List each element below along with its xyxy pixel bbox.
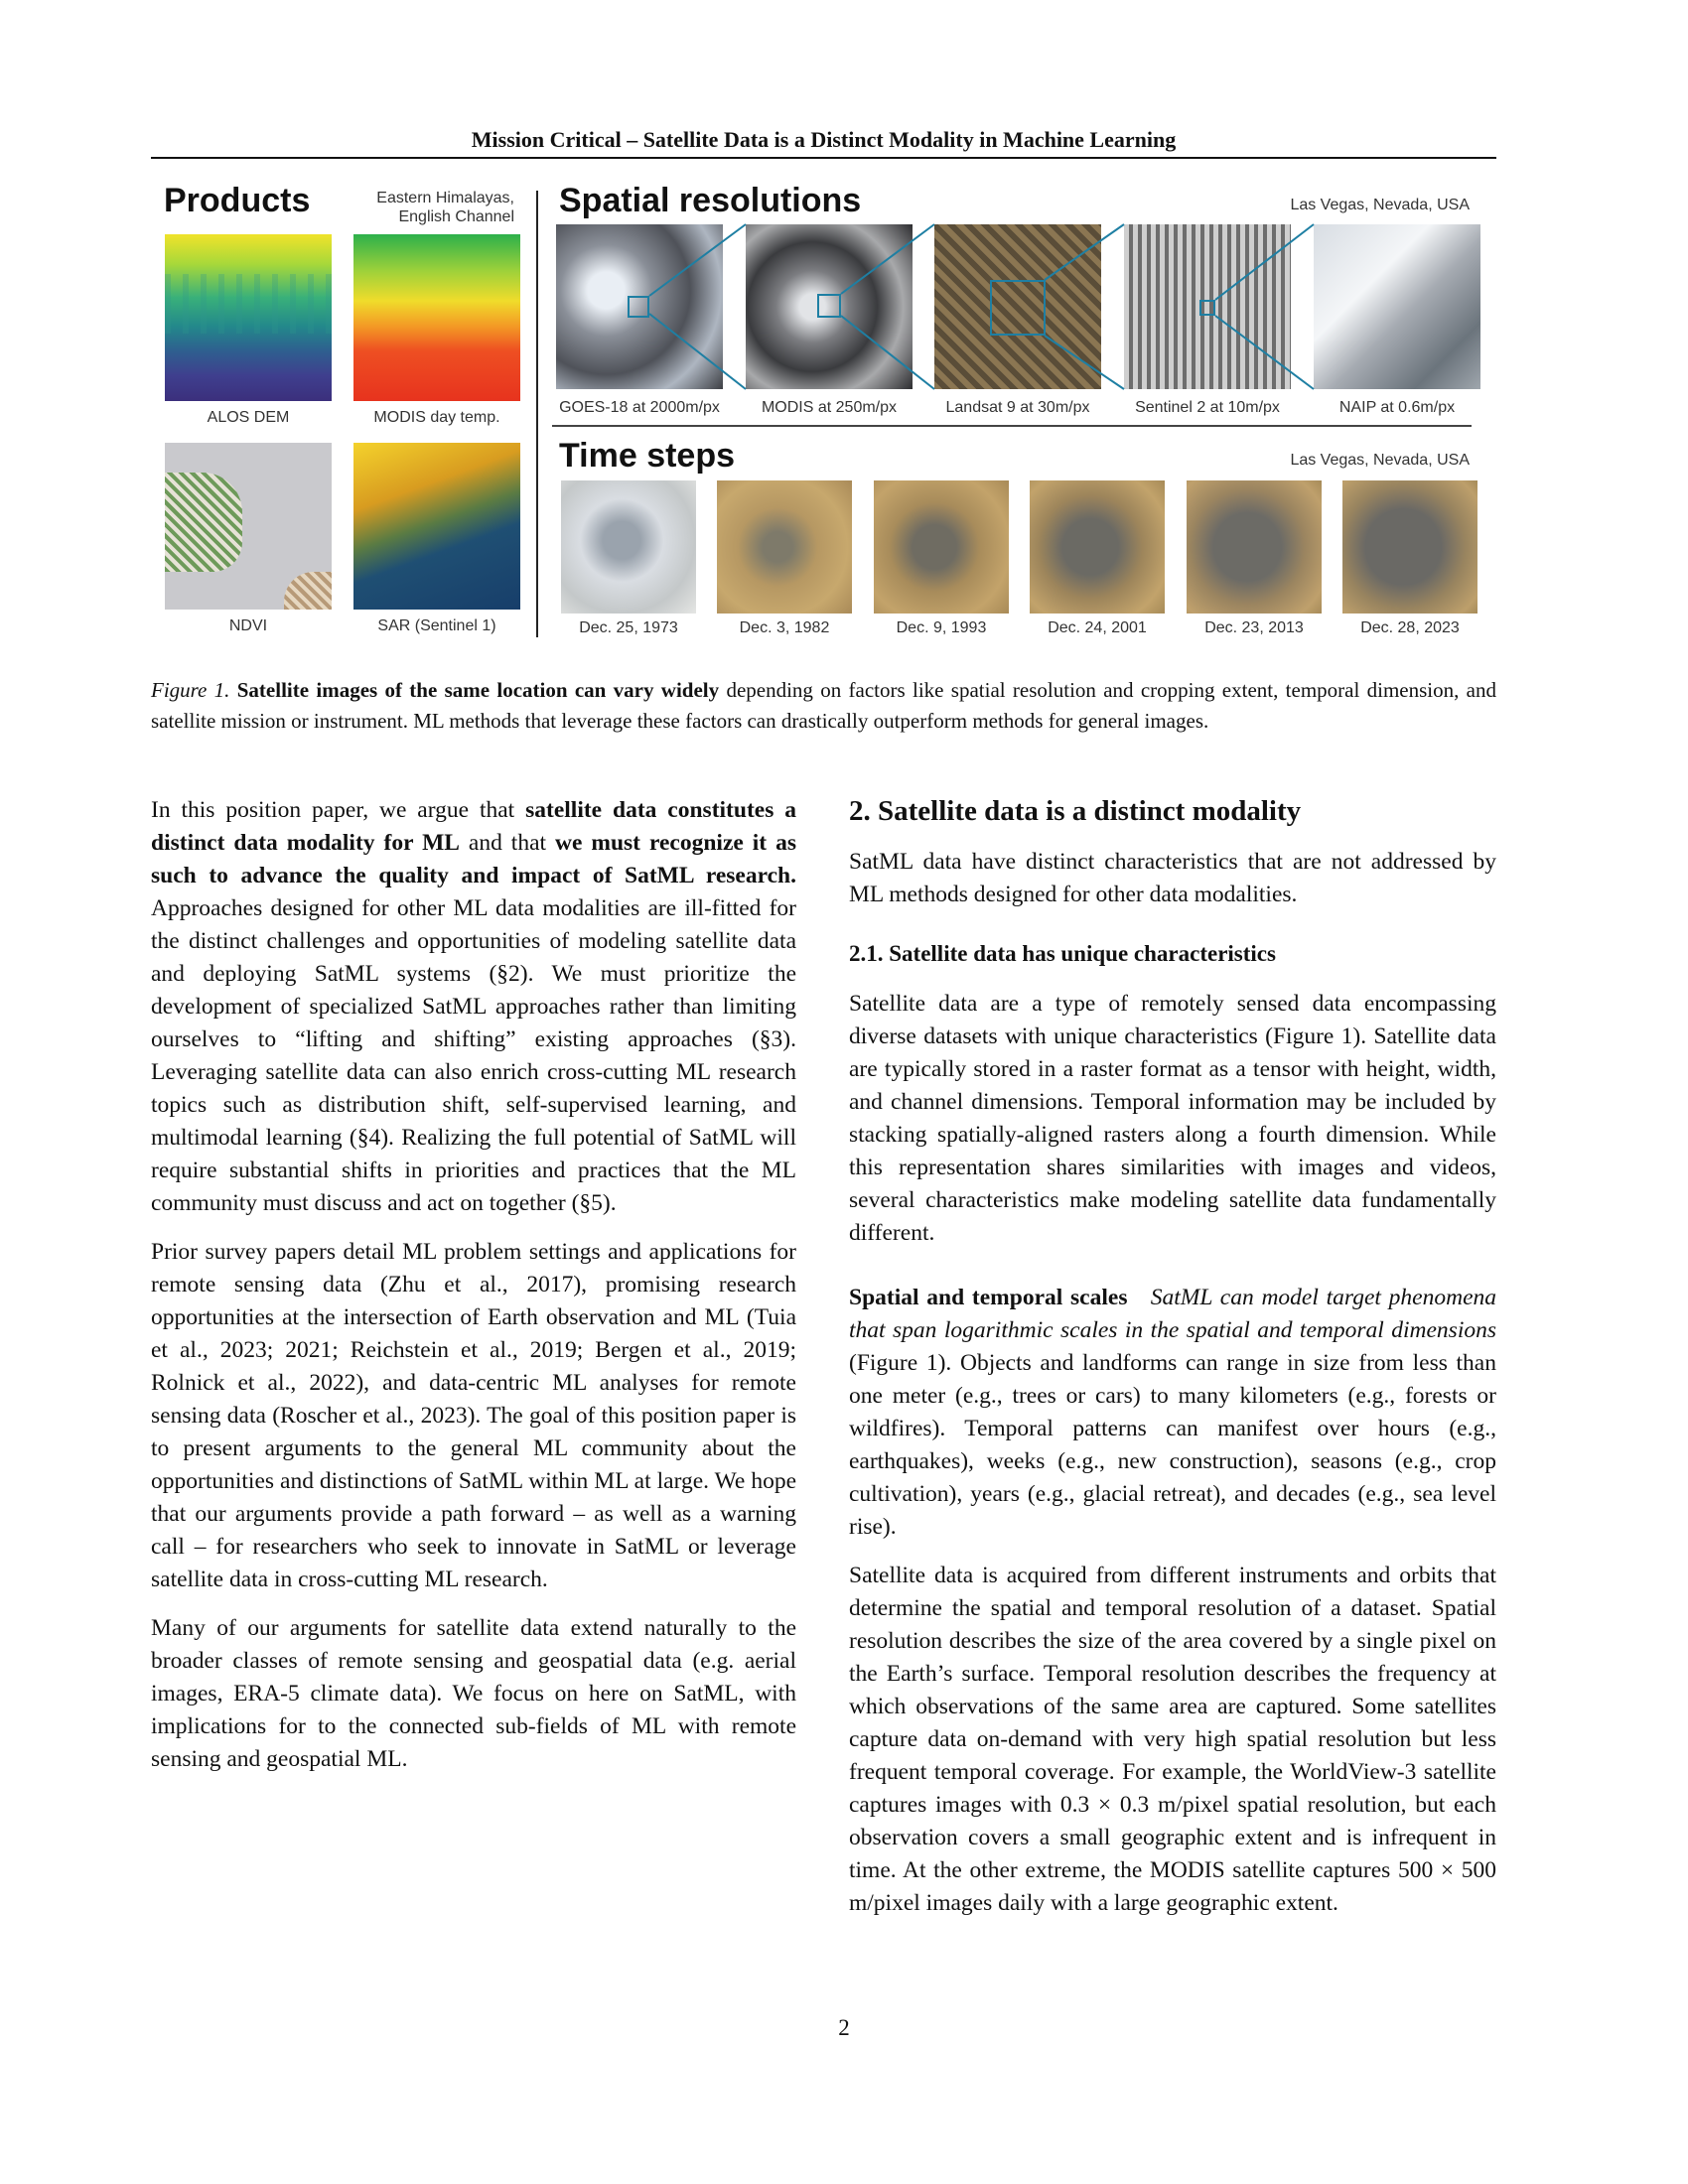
- timestep-2013-image: [1187, 480, 1322, 614]
- timestep-1973-image: [561, 480, 696, 614]
- zoom-connector-lines: [536, 208, 1489, 407]
- connector-line: [1045, 224, 1124, 280]
- timestep-2013-label: Dec. 23, 2013: [1204, 619, 1304, 636]
- timestep-1993-label: Dec. 9, 1993: [896, 619, 987, 636]
- timestep-2023-image: [1342, 480, 1477, 614]
- figure-caption: [151, 675, 1496, 737]
- sar-sentinel1-image: [353, 443, 520, 610]
- timestep-2023-label: Dec. 28, 2023: [1360, 619, 1460, 636]
- products-location: [348, 189, 514, 226]
- landsat9-label: Landsat 9 at 30m/px: [945, 399, 1090, 416]
- figure-caption-text: depending on factors like spatial resolution and cropping extent, temporal dimension, and satellite mission or instrument. ML methods that leverage these factors can drastically outperform methods for general images.: [151, 678, 1496, 733]
- connector-line: [841, 316, 934, 389]
- ndvi-label: NDVI: [228, 617, 268, 634]
- text-run: and that: [459, 830, 556, 856]
- italic-run: SatML can model target phenomena that span logarithmic scales in the spatial and temporal dimensions: [849, 1285, 1496, 1343]
- resolution-paragraph: Satellite data is acquired from different instruments and orbits that determine the spatial and temporal resolution of a dataset. Spatial resolution describes the size of the area covered by a single pixel on the Earth’s surface. Temporal resolution describes the frequency at which observations of the same area are captured. Some satellites capture data on-demand with very high spatial resolution but less frequent temporal coverage. For example, the WorldView-3 satellite captures images with 0.3 × 0.3 m/pixel spatial resolution, but each observation covers a small geographic extent and is infrequent in time. At the other extreme, the MODIS satellite captures 500 × 500 m/pixel images daily with a large geographic extent.: [849, 1563, 1496, 1916]
- intro-paragraph: [151, 794, 796, 1220]
- sar-sentinel1-label: SAR (Sentinel 1): [377, 617, 496, 634]
- alos-dem-image: [165, 234, 332, 401]
- modis-label: MODIS at 250m/px: [761, 399, 898, 416]
- connector-line: [841, 224, 934, 294]
- connector-line: [1215, 224, 1314, 300]
- modis-day-temp-label: MODIS day temp.: [373, 409, 500, 426]
- alos-dem-label: ALOS DEM: [207, 409, 290, 426]
- bold-run: we must recognize it as such to advance the quality and impact of SatML research.: [151, 830, 796, 888]
- connector-line: [649, 224, 746, 296]
- running-header: Mission Critical – Satellite Data is a Distinct Modality in Machine Learning: [471, 127, 1177, 152]
- naip-label: NAIP at 0.6m/px: [1338, 399, 1456, 416]
- survey-paragraph: Prior survey papers detail ML problem settings and applications for remote sensing data (Zhu et al., 2017), promising research opportunities at the intersection of Earth observation and ML (Tuia et al., 2023; 2021; Reichstein et al., 2019; Bergen et al., 2019; Rolnick et al., 2022), and data-centric ML analyses for remote sensing data (Roscher et al., 2023). The goal of this position paper is to present arguments to the general ML community about the opportunities and distinctions of SatML within ML at large. We hope that our arguments provide a path forward – as well as a warning call – for researchers who seek to innovate in SatML or leverage satellite data in cross-cutting ML research.: [151, 1239, 796, 1592]
- timestep-1982-label: Dec. 3, 1982: [739, 619, 830, 636]
- ndvi-image: [165, 443, 332, 610]
- page-number: 2: [838, 2015, 850, 2040]
- figure-1: [0, 0, 1688, 655]
- connector-line: [1215, 316, 1314, 389]
- timestep-2001-label: Dec. 24, 2001: [1048, 619, 1147, 636]
- sentinel2-label: Sentinel 2 at 10m/px: [1135, 399, 1280, 416]
- left-column: [151, 794, 796, 1792]
- spatial-location: Las Vegas, Nevada, USA: [1290, 197, 1470, 213]
- connector-line: [649, 314, 746, 389]
- modis-day-temp-image: [353, 234, 520, 401]
- text-run: Approaches designed for other ML data modalities are ill-fitted for the distinct challenges and opportunities of modeling satellite data and deploying SatML systems (§2). We must prioritize the development of specialized SatML approaches rather than limiting ourselves to “lifting and shifting” existing approaches (§3). Leveraging satellite data can also enrich cross-cutting ML research topics such as distribution shift, self-supervised learning, and multimodal learning (§4). Realizing the full potential of SatML will require substantial shifts in priorities and practices that the ML community must discuss and act on together (§5).: [151, 895, 796, 1216]
- run-in-heading: Spatial and temporal scales: [849, 1285, 1128, 1310]
- scales-paragraph: [849, 1282, 1496, 1544]
- timestep-1993-image: [874, 480, 1009, 614]
- subsection-2-1-title: 2.1. Satellite data has unique characteristics: [849, 941, 1276, 966]
- connector-line: [1045, 336, 1124, 389]
- timestep-1982-image: [717, 480, 852, 614]
- goes18-label: GOES-18 at 2000m/px: [559, 399, 720, 416]
- section-2-intro: SatML data have distinct characteristics that are not addressed by ML methods designed for other data modalities.: [849, 849, 1496, 907]
- time-location: Las Vegas, Nevada, USA: [1290, 452, 1470, 469]
- products-location-line2: English Channel: [398, 208, 514, 225]
- products-heading: Products: [164, 182, 311, 219]
- spatial-resolutions-heading: Spatial resolutions: [559, 182, 862, 219]
- scope-paragraph: Many of our arguments for satellite data extend naturally to the broader classes of remote sensing and geospatial data (e.g. aerial images, ERA-5 climate data). We focus on here on SatML, with implications for to the connected sub-fields of ML with remote sensing and geospatial ML.: [151, 1615, 796, 1772]
- time-steps-heading: Time steps: [559, 437, 736, 475]
- figure-caption-bold: Satellite images of the same location can vary widely: [236, 678, 720, 702]
- products-location-line1: Eastern Himalayas,: [376, 190, 514, 206]
- section-2-title: 2. Satellite data is a distinct modality: [849, 795, 1302, 827]
- timestep-2001-image: [1030, 480, 1165, 614]
- characteristics-paragraph: Satellite data are a type of remotely sensed data encompassing diverse datasets with unique characteristics (Figure 1). Satellite data are typically stored in a raster format as a tensor with height, width, and channel dimensions. Temporal information may be included by stacking spatially-aligned rasters along a fourth dimension. While this representation shares similarities with images and videos, several characteristics make modeling satellite data fundamentally different.: [849, 991, 1496, 1246]
- right-column: [849, 794, 1496, 1936]
- bold-run: satellite data constitutes a distinct data modality for ML: [151, 797, 797, 856]
- figure-horizontal-divider: [552, 425, 1472, 427]
- figure-caption-label: Figure 1.: [151, 678, 230, 702]
- text-run: (Figure 1). Objects and landforms can range in size from less than one meter (e.g., trees or cars) to many kilometers (e.g., forests or wildfires). Temporal patterns can manifest over hours (e.g., earthquakes), weeks (e.g., new construction), seasons (e.g., crop cultivation), years (e.g., glacial retreat), and decades (e.g., sea level rise).: [849, 1350, 1496, 1540]
- timestep-1973-label: Dec. 25, 1973: [579, 619, 678, 636]
- text-run: In this position paper, we argue that: [151, 797, 526, 823]
